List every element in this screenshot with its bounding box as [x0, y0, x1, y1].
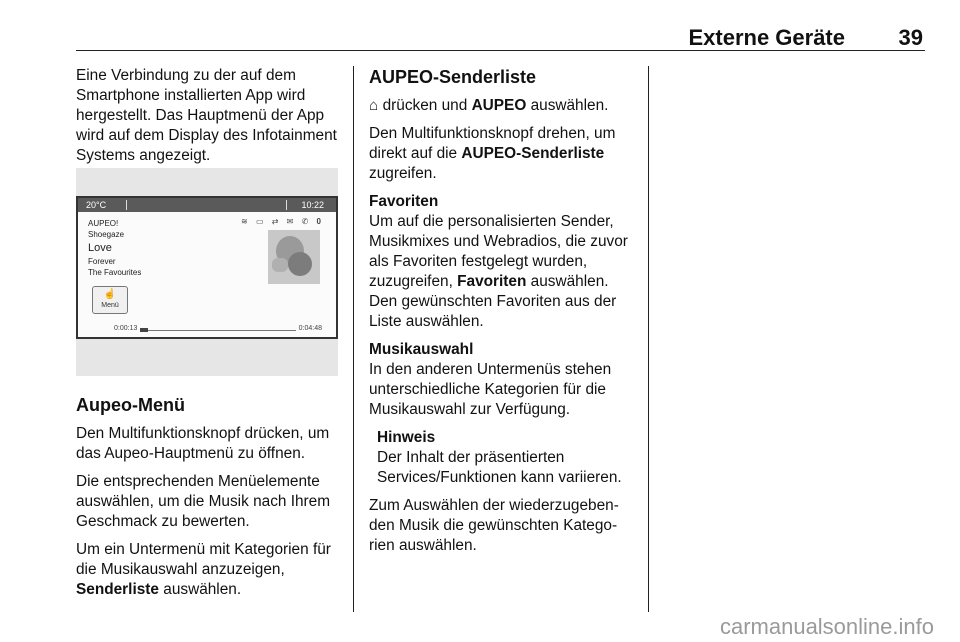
intro-paragraph: Eine Verbindung zu der auf dem Smartphone installierten App wird hergestellt. Das Hauptmenü der App wird auf dem Display des Infotainment Systems angezeigt. — [76, 67, 337, 164]
playback-progress — [114, 324, 322, 334]
watermark: carmanualsonline.info — [719, 614, 934, 639]
column-right — [369, 66, 635, 564]
status-separator — [286, 200, 287, 210]
subheading-musikauswahl: Musikauswahl — [369, 341, 474, 358]
paragraph — [369, 212, 635, 332]
bold-term: Favoriten — [457, 273, 527, 290]
section-heading-aupeo-menu: Aupeo-Menü — [76, 395, 185, 415]
paragraph-text: Um ein Untermenü mit Kategorien für die Musikauswahl anzuzeigen, — [76, 541, 331, 578]
paragraph-text: auswählen. — [526, 97, 609, 114]
clock-readout: 10:22 — [301, 200, 324, 210]
paragraph-text: Den Multifunktionsknopf drehen, um direkt auf die — [369, 125, 616, 162]
paragraph-text: zugreifen. — [369, 165, 437, 182]
status-separator — [126, 200, 127, 210]
album-name: Forever — [88, 257, 116, 266]
paragraph-text: auswählen. Den gewünschten Favoriten aus der Liste auswählen. — [369, 273, 617, 330]
note-heading: Hinweis — [377, 429, 436, 446]
status-count: 0 — [316, 217, 324, 226]
note-box — [377, 428, 635, 488]
paragraph: Den Multifunktionsknopf drücken, um das Aupeo-Hauptmenü zu öffnen. — [76, 425, 330, 462]
service-name: AUPEO! — [88, 219, 119, 228]
temperature-readout: 20°C — [86, 200, 107, 210]
display-frame — [76, 196, 338, 339]
track-title: Love — [88, 242, 112, 254]
paragraph-text: Um auf die personalisierten Sender, Musikmixes und Webradios, die zuvor als Favoriten festgelegt wurden, zuzugreifen, — [369, 213, 628, 290]
menu-button-label: Menü — [101, 302, 119, 309]
page-number: 39 — [898, 25, 923, 50]
column-left — [76, 66, 338, 174]
bold-term: AUPEO-Senderliste — [461, 145, 605, 162]
header-divider — [76, 50, 925, 51]
note-text: Der Inhalt der präsentierten Services/Funktionen kann variieren. — [377, 449, 622, 486]
display-status-bar — [78, 198, 336, 212]
album-art-shape — [288, 252, 312, 276]
station-name: Shoegaze — [88, 230, 125, 239]
hand-icon: ☝ — [103, 289, 117, 300]
column-divider-right — [648, 66, 649, 612]
album-art-shape — [272, 258, 288, 272]
elapsed-time: 0:00:13 — [114, 325, 138, 332]
menu-button[interactable] — [92, 286, 128, 314]
track-info — [88, 218, 141, 278]
paragraph: Die entsprechenden Menüelemente auswählen, um die Musik nach Ihrem Geschmack zu bewerten. — [76, 473, 331, 530]
section-heading-senderliste: AUPEO-Senderliste — [369, 67, 537, 87]
home-icon: ⌂ — [369, 97, 379, 114]
bold-term: Senderliste — [76, 581, 159, 598]
bold-term: AUPEO — [471, 97, 527, 114]
paragraph-text: auswählen. — [158, 581, 242, 598]
column-divider-left — [353, 66, 354, 612]
paragraph: In den anderen Untermenüs stehen unterschiedliche Kategorien für die Musikauswahl zur Verfügung. — [369, 361, 612, 418]
page-header — [76, 25, 925, 50]
paragraph — [76, 540, 338, 600]
status-icons — [241, 217, 324, 226]
infotainment-screenshot — [76, 168, 338, 376]
paragraph: Zum Auswählen der wiederzugebenden Musik die gewünschten Kategorien auswählen. — [369, 497, 619, 554]
connectivity-icons: ≋ ▭ ⇄ ✉ ✆ — [241, 217, 312, 226]
artist-name: The Favourites — [88, 268, 142, 277]
progress-fill — [140, 328, 148, 332]
column-left-lower — [76, 394, 338, 608]
progress-track — [140, 330, 296, 331]
chapter-title: Externe Geräte — [688, 25, 845, 50]
album-art-image — [268, 230, 320, 284]
paragraph — [369, 124, 635, 184]
paragraph — [369, 96, 635, 116]
total-time: 0:04:48 — [298, 325, 322, 332]
subheading-favoriten: Favoriten — [369, 193, 439, 210]
paragraph-text: drücken und — [378, 97, 472, 114]
